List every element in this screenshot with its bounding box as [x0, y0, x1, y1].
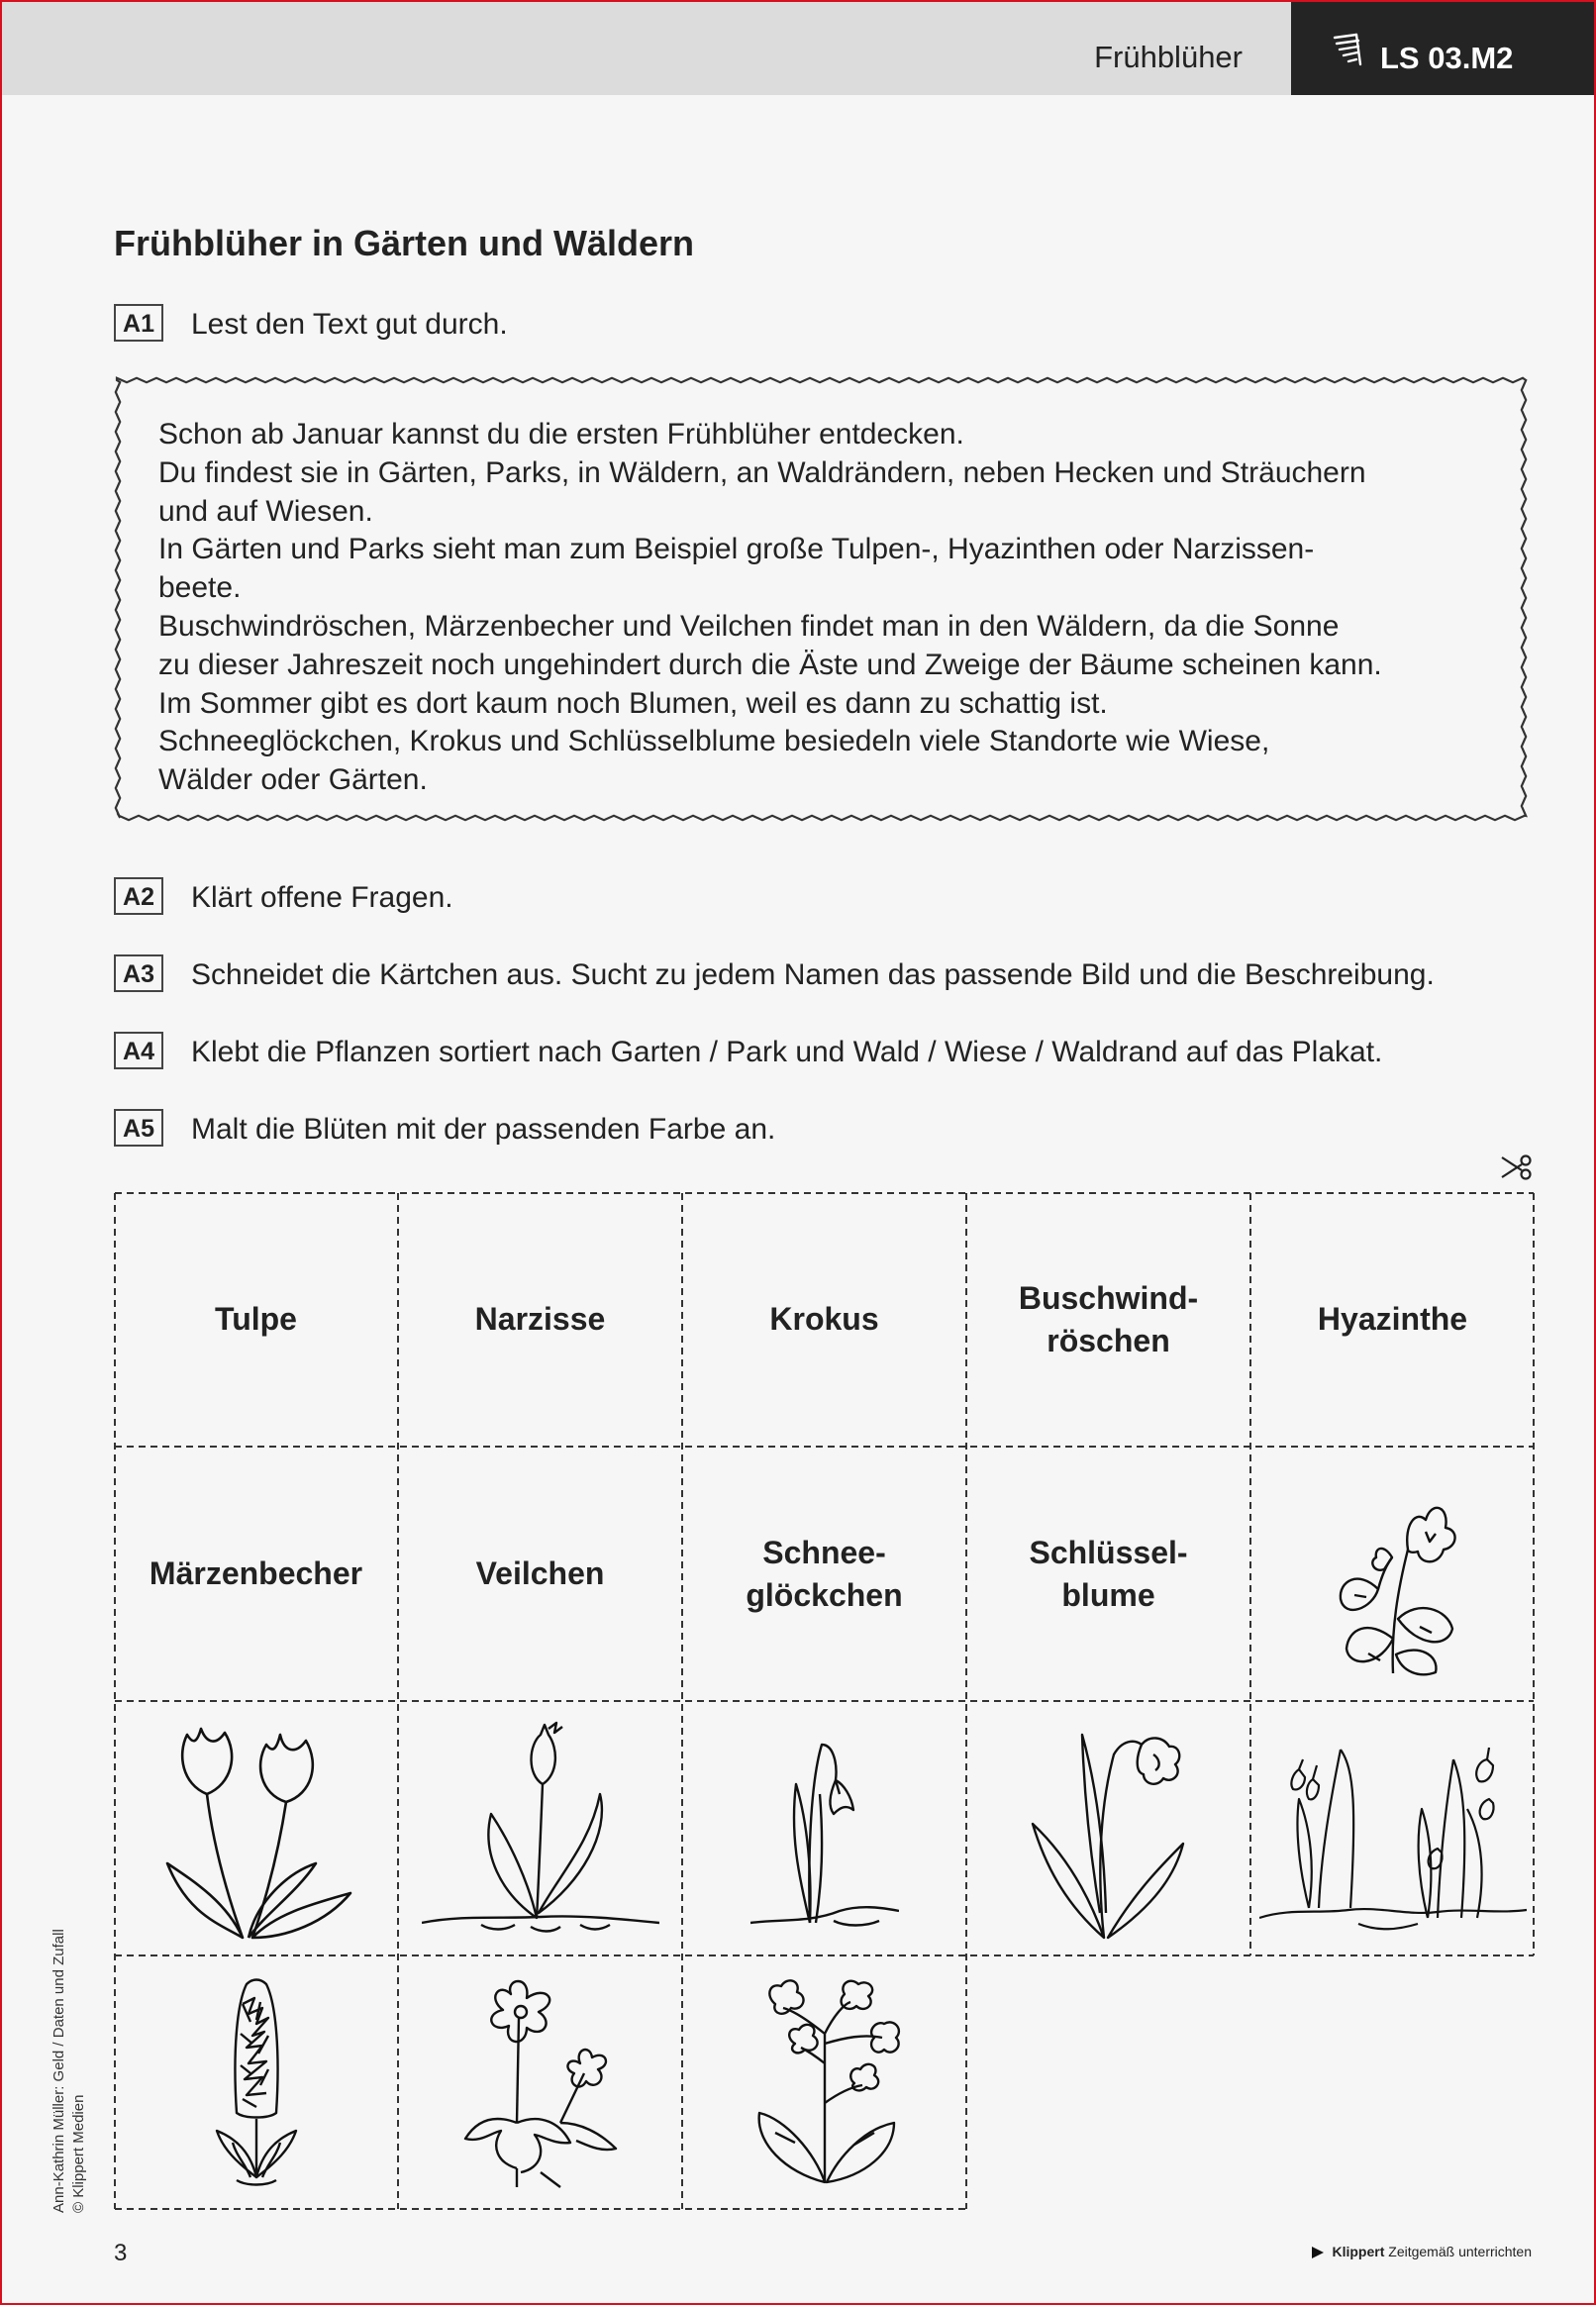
- text-line: Du findest sie in Gärten, Parks, in Wäldern, an Waldrändern, neben Hecken und Sträuchern: [158, 455, 1366, 489]
- cowslip-drawing: [736, 1974, 914, 2192]
- header-bar: [2, 2, 1594, 95]
- card-label: Märzenbecher: [149, 1555, 363, 1591]
- card-picture-violet[interactable]: [1250, 1447, 1535, 1701]
- task-number-badge: A2: [114, 877, 163, 915]
- text-line: Im Sommer gibt es dort kaum noch Blumen, weil es dann zu schattig ist.: [158, 686, 1108, 720]
- pencil-icon: [1331, 32, 1366, 67]
- task-text: Schneidet die Kärtchen aus. Sucht zu jedem Namen das passende Bild und die Beschreibung.: [191, 958, 1435, 991]
- card-label: glöckchen: [746, 1576, 903, 1613]
- tulip-drawing: [157, 1715, 355, 1943]
- text-line: Schneeglöckchen, Krokus und Schlüsselblume besiedeln viele Standorte wie Wiese,: [158, 725, 1270, 758]
- violet-drawing: [1309, 1470, 1477, 1678]
- klippert-logo-icon: [1311, 2246, 1325, 2259]
- anemone-drawing: [451, 1974, 630, 2192]
- task-text: Lest den Text gut durch.: [191, 308, 508, 341]
- publisher-brand: Klippert: [1332, 2244, 1385, 2259]
- card-name-schneegloeckchen[interactable]: [682, 1447, 966, 1701]
- card-name-veilchen[interactable]: [398, 1447, 682, 1701]
- card-label: röschen: [1047, 1322, 1170, 1358]
- header-code-box: [1291, 2, 1594, 95]
- card-picture-tulip-bud[interactable]: [398, 1701, 682, 1955]
- text-line: Buschwindröschen, Märzenbecher und Veilchen findet man in den Wäldern, da die Sonne: [158, 609, 1340, 643]
- hyacinth-drawing: [207, 1974, 306, 2192]
- card-label: Krokus: [769, 1301, 879, 1337]
- text-line: Wälder oder Gärten.: [158, 763, 428, 797]
- credit-line: Ann-Kathrin Müller: Geld / Daten und Zufall: [50, 1929, 67, 2213]
- scissors-icon: [1500, 1153, 1534, 1181]
- page-number: 3: [114, 2240, 128, 2266]
- task-number-badge: A5: [114, 1109, 163, 1147]
- publisher-footer: [1311, 2244, 1532, 2259]
- worksheet-code: LS 03.M2: [1380, 41, 1514, 75]
- snowdrop-drawing: [750, 1725, 899, 1933]
- snowflake-drawing: [1259, 1720, 1527, 1938]
- card-label: Narzisse: [474, 1301, 606, 1337]
- credit-line: © Klippert Medien: [70, 2094, 87, 2213]
- text-line: beete.: [158, 571, 242, 605]
- author-credit: [50, 1929, 89, 2213]
- page-title: Frühblüher in Gärten und Wäldern: [114, 223, 695, 263]
- reading-text-box: [114, 376, 1528, 822]
- card-label: Schlüssel-: [1029, 1534, 1188, 1570]
- card-label: Schnee-: [762, 1534, 886, 1570]
- card-label: blume: [1061, 1576, 1155, 1613]
- card-picture-snowflake[interactable]: [1250, 1701, 1535, 1955]
- card-label: Buschwind-: [1018, 1279, 1199, 1316]
- header-title: Frühblüher: [1094, 40, 1243, 74]
- text-line: In Gärten und Parks sieht man zum Beispiel große Tulpen-, Hyazinthen oder Narzissen-: [158, 533, 1315, 566]
- task-number-badge: A4: [114, 1032, 163, 1069]
- text-line: zu dieser Jahreszeit noch ungehindert durch die Äste und Zweige der Bäume scheinen kann.: [158, 648, 1382, 681]
- card-picture-snowdrop[interactable]: [682, 1701, 966, 1955]
- task-text: Malt die Blüten mit der passenden Farbe an.: [191, 1113, 776, 1146]
- card-name-hyazinthe[interactable]: [1250, 1192, 1535, 1447]
- card-picture-cowslip[interactable]: [682, 1955, 966, 2210]
- task-text: Klärt offene Fragen.: [191, 881, 453, 914]
- card-name-tulpe[interactable]: [114, 1192, 398, 1447]
- card-name-narzisse[interactable]: [398, 1192, 682, 1447]
- task-number-badge: A1: [114, 304, 163, 342]
- card-picture-tulip[interactable]: [114, 1701, 398, 1955]
- publisher-slogan: Zeitgemäß unterrichten: [1388, 2244, 1532, 2259]
- card-label: Hyazinthe: [1317, 1301, 1468, 1337]
- task-number-badge: A3: [114, 954, 163, 992]
- reading-text: [158, 416, 1505, 800]
- card-picture-hyacinth[interactable]: [114, 1955, 398, 2210]
- card-picture-anemone[interactable]: [398, 1955, 682, 2210]
- cut-out-cards: [114, 1192, 1535, 2210]
- card-name-krokus[interactable]: [682, 1192, 966, 1447]
- text-line: und auf Wiesen.: [158, 494, 373, 528]
- card-label: Tulpe: [215, 1301, 297, 1337]
- tulip-bud-drawing: [422, 1715, 659, 1943]
- daffodil-drawing: [1025, 1715, 1193, 1943]
- card-picture-daffodil[interactable]: [966, 1701, 1250, 1955]
- card-label: Veilchen: [475, 1555, 605, 1591]
- task-text: Klebt die Pflanzen sortiert nach Garten / Park und Wald / Wiese / Waldrand auf das Plakat.: [191, 1036, 1383, 1068]
- card-name-buschwindroeschen[interactable]: [966, 1192, 1250, 1447]
- card-name-schluesselblume[interactable]: [966, 1447, 1250, 1701]
- text-line: Schon ab Januar kannst du die ersten Frühblüher entdecken.: [158, 418, 964, 451]
- card-name-maerzenbecher[interactable]: [114, 1447, 398, 1701]
